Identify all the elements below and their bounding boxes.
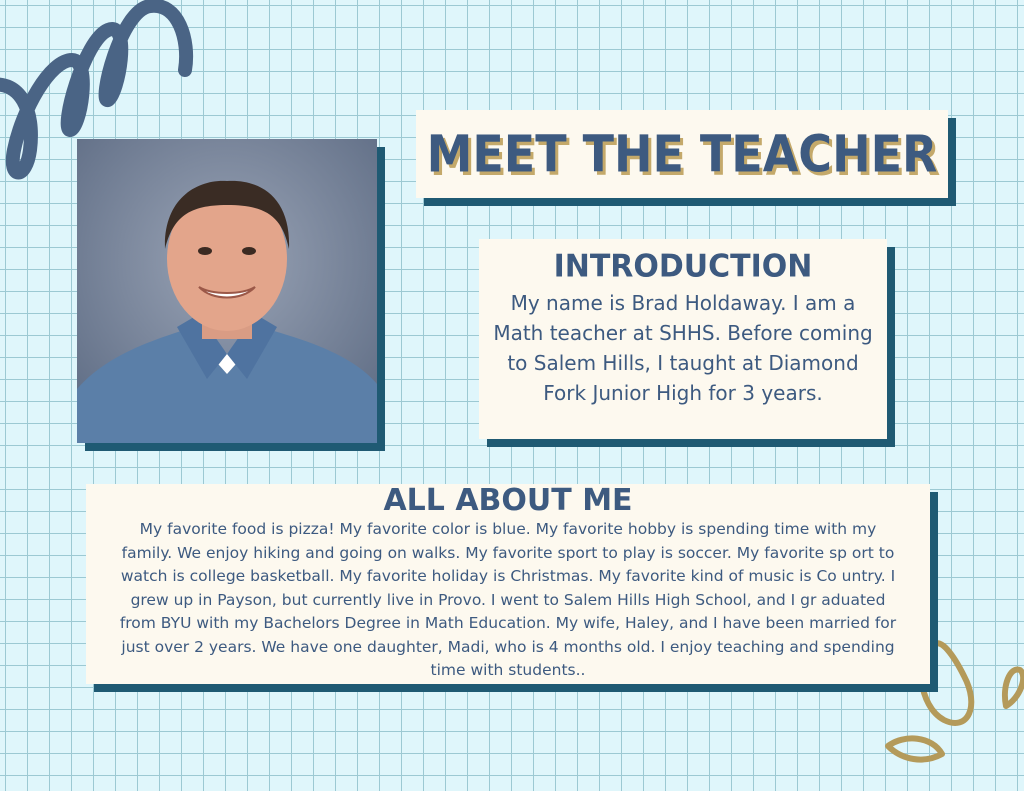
- introduction-text: My name is Brad Holdaway. I am a Math teacher at SHHS. Before coming to Salem Hills, I taught at Diamond Fork Junior High for 3 years.: [493, 291, 873, 405]
- title-banner: [416, 110, 948, 198]
- page-title: MEET THE TEACHER: [426, 124, 938, 184]
- teacher-photo: [77, 139, 377, 443]
- about-me-card: [86, 484, 930, 684]
- introduction-heading: INTRODUCTION: [553, 248, 813, 285]
- teacher-portrait-icon: [77, 139, 377, 443]
- about-me-heading: ALL ABOUT ME: [383, 483, 633, 518]
- about-me-text: My favorite food is pizza! My favorite color is blue. My favorite hobby is spending time with my family. We enjoy hiking and going on walks. My favorite sport to play is soccer. My favorite sp ort to watch is college basketball. My favorite holiday is Christmas. My favorite kind of music is Co untry. I grew up in Payson, but currently live in Provo. I went to Salem Hills High School, and I gr aduated from BYU with my Bachelors Degree in Math Education. My wife, Haley, and I have been married for just over 2 years. We have one daughter, Madi, who is 4 months old. I enjoy teaching and spending time with students..: [119, 520, 897, 679]
- introduction-card: [479, 239, 887, 439]
